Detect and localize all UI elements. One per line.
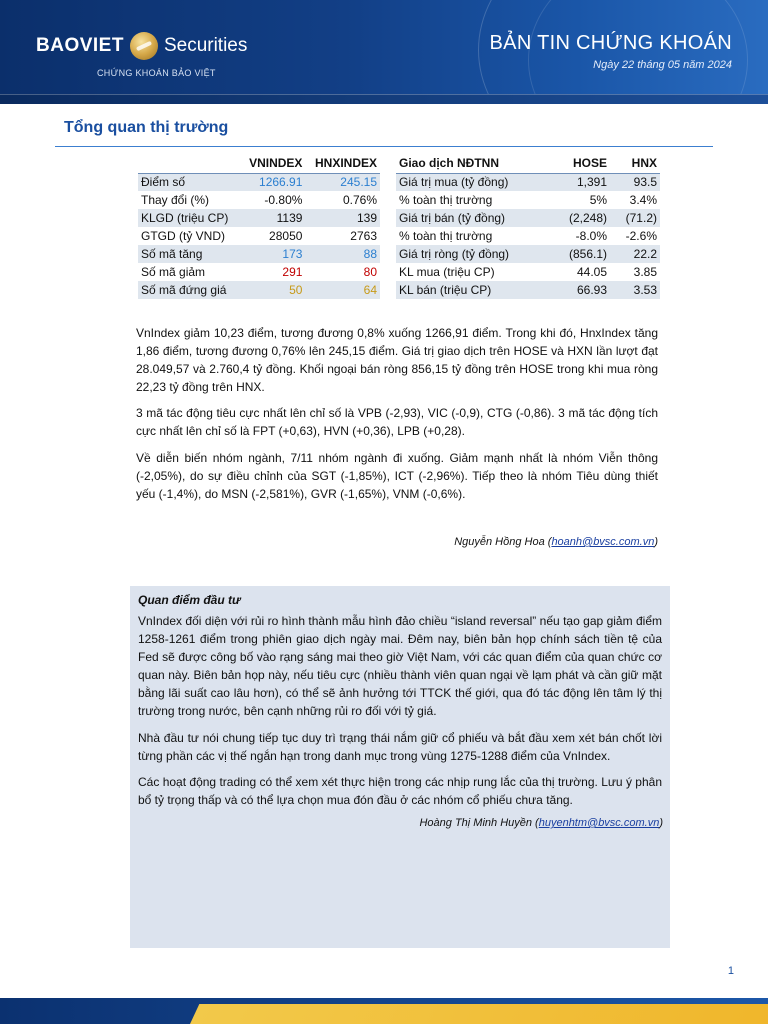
hnx-cell: (71.2)	[610, 209, 660, 227]
logo-emblem-icon	[130, 32, 158, 60]
row-label: Số mã đứng giá	[138, 281, 240, 299]
hnx-cell: 3.53	[610, 281, 660, 299]
table-row	[138, 245, 380, 263]
hnxindex-cell: 139	[305, 209, 380, 227]
table-header-cell: HOSE	[573, 156, 608, 171]
header-banner	[0, 0, 768, 104]
row-label: GTGD (tỷ VND)	[141, 229, 225, 243]
row-label: KLGD (triệu CP)	[138, 209, 240, 227]
view-paragraph-1: VnIndex đối diện với rủi ro hình thành mẫu hình đảo chiều “island reversal” nếu tạo gap giảm điểm 1258-1261 điểm trong phiên giao dịch ngày mai. Đêm nay, biên bản họp chính sách tiền tệ của Fed sẽ được công bố vào rạng sáng mai theo giờ Việt Nam, với các quan điểm của quan chức cơ quan này. Biên bản họp này, nếu tiêu cực (nhiều thành viên quan ngại về lạm phát và cần giữ mặt bằng lãi suất cao lâu hơn), có thể sẽ ảnh hưởng tới TTCK thế giới, qua đó tác động lên tâm lý thị trường trong nước, bên cạnh những rủi ro đối với tỷ giá.	[138, 614, 662, 718]
hnxindex-cell: 80	[363, 265, 377, 279]
vnindex-cell: 291	[282, 265, 303, 279]
logo-product: Securities	[163, 35, 248, 56]
footer-gold-band	[181, 1004, 768, 1024]
view-author	[419, 817, 663, 829]
author-name: Hoàng Thị Minh Huyền (	[419, 817, 539, 829]
table-row	[396, 191, 660, 209]
row-label: KL mua (triệu CP)	[399, 265, 495, 279]
view-paragraph-3: Các hoạt động trading có thể xem xét thực hiện trong các nhịp rung lắc của thị trường. Lưu ý phân bổ tỷ trọng thấp và có thể lựa chọn mua đón đầu ở các nhóm cổ phiếu chưa tăng.	[138, 775, 662, 807]
summary-paragraph-1: VnIndex giảm 10,23 điểm, tương đương 0,8% xuống 1266,91 điểm. Trong khi đó, HnxIndex tăng 1,86 điểm, tương đương 0,76% lên 245,15 điểm. Giá trị giao dịch trên HOSE và HXN lần lượt đạt 28.049,57 và 2.760,4 tỷ đồng. Khối ngoại bán ròng 856,15 tỷ đồng trên HOSE trong khi mua ròng 22,23 tỷ đồng trên HNX.	[136, 326, 658, 394]
row-label: % toàn thị trường	[399, 193, 493, 207]
table-row	[396, 227, 660, 245]
vnindex-cell: 50	[240, 281, 305, 299]
hose-cell: (2,248)	[551, 209, 610, 227]
vnindex-cell: 1266.91	[240, 173, 305, 191]
hnx-cell: 22.2	[610, 245, 660, 263]
table-row	[138, 281, 380, 299]
table-row	[138, 209, 380, 227]
table-row	[396, 281, 660, 299]
hose-cell: 44.05	[577, 265, 608, 279]
row-label: % toàn thị trường	[399, 229, 493, 243]
author-close: )	[654, 536, 658, 548]
row-label: Số mã tăng	[138, 245, 240, 263]
author-close: )	[659, 817, 663, 829]
bulletin-title: BẢN TIN CHỨNG KHOÁN	[489, 32, 732, 54]
table-header-cell: HNXINDEX	[314, 156, 377, 171]
row-label: Thay đổi (%)	[141, 193, 210, 207]
bulletin-date: Ngày 22 tháng 05 năm 2024	[593, 59, 732, 71]
foreign-trading-table	[396, 154, 660, 299]
hnxindex-cell: 64	[305, 281, 380, 299]
row-label: Giá trị ròng (tỷ đồng)	[396, 245, 551, 263]
hose-cell: 5%	[589, 193, 608, 207]
section-title: Tổng quan thị trường	[64, 119, 229, 136]
table-header-row	[396, 154, 660, 173]
vnindex-cell: 173	[240, 245, 305, 263]
table-header-cell: HNX	[631, 156, 657, 171]
hnx-cell: 3.4%	[629, 193, 657, 207]
logo-tagline: CHỨNG KHOÁN BẢO VIỆT	[97, 68, 216, 78]
table-row	[396, 173, 660, 191]
hnxindex-cell: 245.15	[305, 173, 380, 191]
table-row	[138, 263, 380, 281]
row-label: Số mã giảm	[141, 265, 206, 279]
author-email-link[interactable]: hoanh@bvsc.com.vn	[551, 536, 655, 548]
row-label: Điểm số	[138, 173, 240, 191]
investment-view-title: Quan điểm đầu tư	[138, 593, 241, 607]
summary-author	[454, 536, 658, 548]
row-label: Giá trị bán (tỷ đồng)	[396, 209, 551, 227]
summary-paragraph-3: Về diễn biến nhóm ngành, 7/11 nhóm ngành đi xuống. Giảm mạnh nhất là nhóm Viễn thông (-2,05%), do sự điều chỉnh của SGT (-1,85%), ICT (-2,96%). Tiếp theo là nhóm Tiêu dùng thiết yếu (-1,4%), do MSN (-2,581%), GVR (-1,65%), VNM (-0,6%).	[136, 451, 658, 501]
logo-brand: BAOVIET	[36, 35, 124, 56]
company-logo	[36, 32, 247, 60]
author-email-link[interactable]: huyenhtm@bvsc.com.vn	[538, 817, 660, 829]
row-label: KL bán (triệu CP)	[396, 281, 551, 299]
vnindex-cell: 1139	[240, 209, 305, 227]
hose-cell: (856.1)	[551, 245, 610, 263]
vnindex-cell: 28050	[269, 229, 303, 243]
table-header-row	[138, 154, 380, 173]
hnx-cell: 3.85	[633, 265, 657, 279]
hose-cell: 66.93	[551, 281, 610, 299]
vnindex-cell: -0.80%	[264, 193, 303, 207]
table-row	[396, 209, 660, 227]
table-header-cell	[138, 154, 240, 173]
header-strip	[0, 94, 768, 104]
table-row	[138, 173, 380, 191]
hnxindex-cell: 2763	[350, 229, 377, 243]
hnxindex-cell: 88	[305, 245, 380, 263]
view-paragraph-2: Nhà đầu tư nói chung tiếp tục duy trì trạng thái nắm giữ cổ phiếu và bắt đầu xem xét bán chốt lời từng phần các vị thế ngắn hạn trong danh mục trong vùng 1275-1288 điểm của VnIndex.	[138, 731, 662, 763]
table-row	[138, 227, 380, 245]
table-row	[396, 263, 660, 281]
market-index-table	[138, 154, 380, 299]
row-label: Giá trị mua (tỷ đồng)	[396, 173, 551, 191]
summary-paragraph-2: 3 mã tác động tiêu cực nhất lên chỉ số là VPB (-2,93), VIC (-0,9), CTG (-0,86). 3 mã tác động tích cực nhất lên chỉ số là FPT (+0,63), HVN (+0,36), LPB (+0,28).	[136, 406, 658, 438]
hose-cell: 1,391	[551, 173, 610, 191]
hnx-cell: -2.6%	[625, 229, 657, 243]
page-number: 1	[727, 965, 734, 977]
table-row	[138, 191, 380, 209]
table-header-cell: Giao dịch NĐTNN	[399, 156, 500, 171]
hose-cell: -8.0%	[575, 229, 608, 243]
author-name: Nguyễn Hồng Hoa (	[454, 536, 552, 548]
table-header-cell: VNINDEX	[249, 156, 303, 171]
hnx-cell: 93.5	[610, 173, 660, 191]
hnxindex-cell: 0.76%	[342, 193, 377, 207]
section-divider	[55, 146, 713, 147]
table-row	[396, 245, 660, 263]
footer-bar	[0, 998, 768, 1024]
